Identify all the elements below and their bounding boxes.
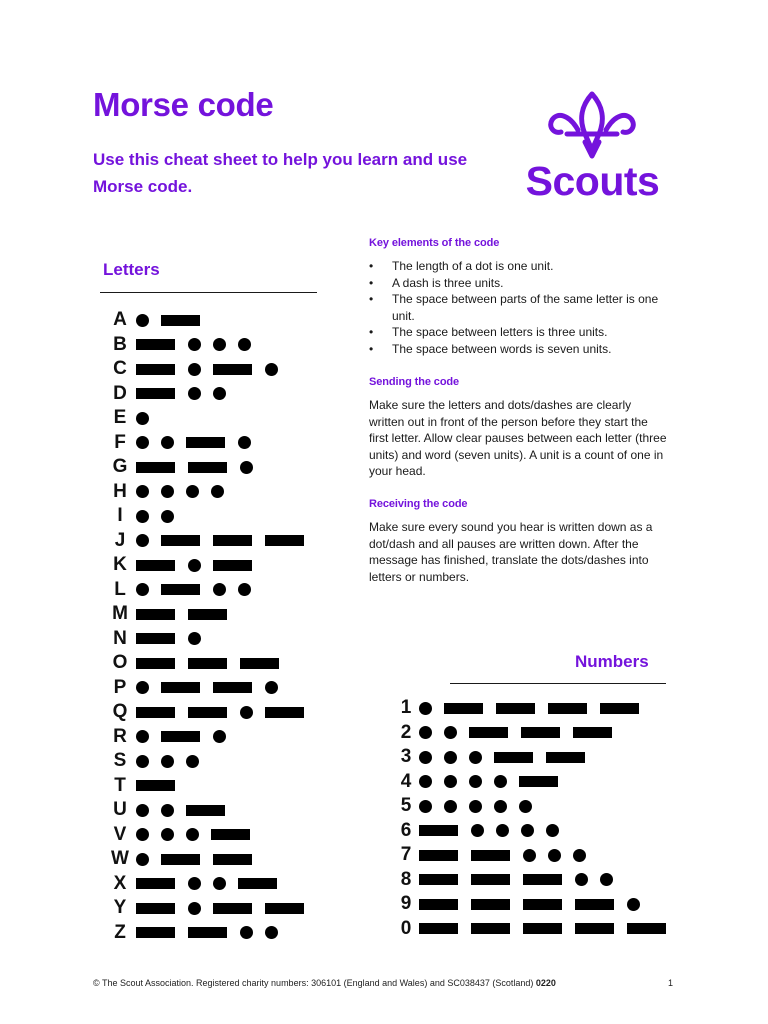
- letter-char: R: [113, 725, 127, 747]
- numbers-list: [393, 696, 679, 941]
- letter-char: V: [113, 823, 127, 845]
- morse-dot: [188, 338, 201, 351]
- page-title: Morse code: [93, 86, 274, 123]
- letter-char: T: [114, 774, 126, 796]
- letter-char: J: [114, 529, 126, 551]
- morse-dot: [444, 775, 457, 788]
- morse-dot: [136, 510, 149, 523]
- morse-dash: [136, 927, 175, 938]
- morse-dash: [496, 703, 535, 714]
- morse-dash: [444, 703, 483, 714]
- morse-dot: [238, 583, 251, 596]
- morse-dash: [213, 854, 252, 865]
- letter-row-d: [104, 382, 317, 407]
- morse-dot: [600, 873, 613, 886]
- morse-dot: [186, 828, 199, 841]
- morse-sequence: [136, 780, 188, 791]
- morse-dash: [627, 923, 666, 934]
- morse-sequence: [136, 755, 211, 768]
- morse-dot: [161, 804, 174, 817]
- morse-dash: [161, 535, 200, 546]
- number-char: 7: [400, 844, 412, 866]
- morse-dash: [419, 899, 458, 910]
- morse-dot: [573, 849, 586, 862]
- morse-dot: [546, 824, 559, 837]
- morse-dash: [265, 903, 304, 914]
- morse-dash: [161, 854, 200, 865]
- morse-dash: [213, 682, 252, 693]
- morse-dash: [521, 727, 560, 738]
- morse-dot: [136, 412, 149, 425]
- key-element-item: • The length of a dot is one unit.: [369, 258, 669, 275]
- morse-dot: [548, 849, 561, 862]
- letter-char: G: [112, 456, 128, 478]
- morse-sequence: [136, 730, 238, 743]
- morse-dot: [136, 314, 149, 327]
- letter-char: H: [113, 480, 127, 502]
- number-char: 5: [400, 795, 412, 817]
- morse-dash: [136, 658, 175, 669]
- morse-dash: [136, 609, 175, 620]
- morse-dot: [161, 510, 174, 523]
- morse-dot: [627, 898, 640, 911]
- number-char: 9: [400, 893, 412, 915]
- morse-dot: [136, 681, 149, 694]
- number-char: 4: [400, 770, 412, 792]
- morse-dot: [523, 849, 536, 862]
- morse-dot: [213, 877, 226, 890]
- morse-dash: [186, 805, 225, 816]
- number-char: 2: [400, 721, 412, 743]
- morse-dot: [238, 436, 251, 449]
- footer-code: 0220: [535, 978, 556, 988]
- morse-sequence: [419, 898, 652, 911]
- morse-sequence: [136, 412, 161, 425]
- morse-dash: [546, 752, 585, 763]
- morse-dot: [188, 902, 201, 915]
- morse-dash: [471, 923, 510, 934]
- number-row-2: [393, 721, 679, 746]
- morse-dot: [265, 926, 278, 939]
- letter-row-z: [104, 921, 317, 946]
- morse-dash: [213, 535, 252, 546]
- morse-dot: [211, 485, 224, 498]
- number-row-4: [393, 770, 679, 795]
- morse-sequence: [136, 853, 265, 866]
- morse-dot: [444, 751, 457, 764]
- morse-dash: [600, 703, 639, 714]
- key-elements-list: [369, 258, 669, 358]
- morse-dash: [186, 437, 225, 448]
- morse-dash: [494, 752, 533, 763]
- morse-dash: [136, 878, 175, 889]
- morse-sequence: [136, 926, 290, 939]
- morse-sequence: [136, 828, 263, 841]
- morse-dash: [523, 899, 562, 910]
- letter-char: F: [114, 431, 126, 453]
- number-char: 1: [400, 697, 412, 719]
- morse-dot: [188, 559, 201, 572]
- morse-dot: [161, 755, 174, 768]
- morse-dash: [240, 658, 279, 669]
- letter-row-x: [104, 872, 317, 897]
- footer-copyright: © The Scout Association. Registered charity numbers: 306101 (England and Wales) and SC038437 (Scotland): [93, 978, 534, 988]
- morse-dash: [161, 682, 200, 693]
- key-elements-heading: Key elements of the code: [369, 237, 500, 249]
- morse-dot: [213, 583, 226, 596]
- letter-char: I: [117, 505, 123, 527]
- letter-char: Z: [114, 921, 126, 943]
- morse-dash: [136, 707, 175, 718]
- morse-dot: [265, 681, 278, 694]
- fleur-de-lis-icon: [505, 90, 680, 162]
- letter-row-w: [104, 847, 317, 872]
- letter-row-y: [104, 896, 317, 921]
- morse-dash: [213, 560, 252, 571]
- morse-dot: [471, 824, 484, 837]
- morse-dash: [573, 727, 612, 738]
- morse-dash: [188, 658, 227, 669]
- morse-dot: [136, 755, 149, 768]
- morse-dot: [136, 436, 149, 449]
- number-row-5: [393, 794, 679, 819]
- morse-dot: [136, 828, 149, 841]
- morse-dot: [136, 583, 149, 596]
- letter-row-o: [104, 651, 317, 676]
- morse-dash: [265, 707, 304, 718]
- letter-row-s: [104, 749, 317, 774]
- morse-dot: [161, 828, 174, 841]
- morse-dot: [494, 775, 507, 788]
- morse-sequence: [136, 461, 265, 474]
- morse-dot: [419, 775, 432, 788]
- morse-sequence: [419, 923, 679, 934]
- morse-dash: [523, 874, 562, 885]
- number-row-8: [393, 868, 679, 893]
- morse-sequence: [136, 583, 263, 596]
- morse-dot: [496, 824, 509, 837]
- scouts-logo: [505, 90, 680, 210]
- morse-dot: [188, 877, 201, 890]
- letter-row-i: [104, 504, 317, 529]
- morse-dot: [469, 751, 482, 764]
- morse-dash: [188, 707, 227, 718]
- morse-dot: [136, 730, 149, 743]
- morse-sequence: [136, 658, 292, 669]
- number-row-1: [393, 696, 679, 721]
- letter-row-n: [104, 627, 317, 652]
- letter-row-g: [104, 455, 317, 480]
- morse-sequence: [136, 609, 240, 620]
- morse-dash: [136, 903, 175, 914]
- morse-dash: [238, 878, 277, 889]
- morse-dot: [136, 804, 149, 817]
- key-element-item: • The space between letters is three units.: [369, 324, 669, 341]
- morse-dash: [188, 927, 227, 938]
- letter-row-t: [104, 774, 317, 799]
- morse-dot: [188, 387, 201, 400]
- letter-row-l: [104, 578, 317, 603]
- morse-dot: [469, 775, 482, 788]
- number-row-9: [393, 892, 679, 917]
- morse-dot: [265, 363, 278, 376]
- letter-row-m: [104, 602, 317, 627]
- morse-dot: [213, 387, 226, 400]
- morse-dot: [419, 726, 432, 739]
- morse-dash: [136, 633, 175, 644]
- numbers-heading: Numbers: [575, 652, 649, 671]
- letter-char: A: [113, 309, 127, 331]
- morse-sequence: [136, 632, 213, 645]
- morse-sequence: [419, 775, 571, 788]
- numbers-divider: [450, 683, 666, 684]
- morse-sequence: [419, 824, 571, 837]
- morse-dot: [494, 800, 507, 813]
- morse-dot: [136, 534, 149, 547]
- morse-sequence: [136, 706, 317, 719]
- morse-sequence: [136, 387, 238, 400]
- letter-char: N: [113, 627, 127, 649]
- morse-dot: [240, 461, 253, 474]
- number-char: 0: [400, 917, 412, 939]
- morse-dot: [521, 824, 534, 837]
- morse-sequence: [136, 338, 263, 351]
- morse-dash: [136, 462, 175, 473]
- morse-dash: [161, 584, 200, 595]
- morse-dot: [519, 800, 532, 813]
- number-char: 3: [400, 746, 412, 768]
- letters-heading: Letters: [103, 260, 160, 279]
- footer-text: [93, 978, 556, 988]
- morse-dot: [136, 485, 149, 498]
- letter-row-a: [104, 308, 317, 333]
- morse-dash: [136, 560, 175, 571]
- morse-dash: [469, 727, 508, 738]
- letter-char: X: [113, 872, 127, 894]
- morse-sequence: [419, 873, 625, 886]
- morse-dash: [265, 535, 304, 546]
- letters-divider: [100, 292, 317, 293]
- morse-dot: [136, 853, 149, 866]
- morse-dot: [213, 338, 226, 351]
- morse-sequence: [419, 726, 625, 739]
- morse-dot: [444, 726, 457, 739]
- letter-row-b: [104, 333, 317, 358]
- morse-sequence: [136, 534, 317, 547]
- page-subtitle: Use this cheat sheet to help you learn and use Morse code.: [93, 150, 468, 196]
- morse-dash: [523, 923, 562, 934]
- morse-dash: [419, 825, 458, 836]
- morse-sequence: [136, 363, 290, 376]
- letter-row-f: [104, 431, 317, 456]
- morse-dot: [188, 632, 201, 645]
- number-row-7: [393, 843, 679, 868]
- morse-dash: [161, 315, 200, 326]
- letter-row-h: [104, 480, 317, 505]
- letter-char: C: [113, 358, 127, 380]
- morse-dash: [575, 923, 614, 934]
- letter-char: D: [113, 382, 127, 404]
- morse-dot: [575, 873, 588, 886]
- morse-dash: [575, 899, 614, 910]
- letter-row-e: [104, 406, 317, 431]
- sending-text: Make sure the letters and dots/dashes are clearly written out in front of the person before they start the first letter. Allow clear pauses between each letter (three units) and word (seven units). A unit is a count of one in your head.: [369, 398, 667, 479]
- page-number: 1: [668, 978, 674, 988]
- morse-sequence: [419, 702, 652, 715]
- letter-row-u: [104, 798, 317, 823]
- morse-dot: [419, 800, 432, 813]
- morse-dot: [419, 751, 432, 764]
- letter-row-q: [104, 700, 317, 725]
- letter-char: U: [113, 799, 127, 821]
- morse-sequence: [136, 485, 236, 498]
- letter-char: L: [114, 578, 126, 600]
- letter-row-c: [104, 357, 317, 382]
- morse-sequence: [136, 314, 213, 327]
- morse-dot: [186, 485, 199, 498]
- morse-sequence: [419, 751, 598, 764]
- number-char: 6: [400, 819, 412, 841]
- letter-row-v: [104, 823, 317, 848]
- letter-char: W: [111, 848, 129, 870]
- morse-dot: [419, 702, 432, 715]
- morse-dash: [519, 776, 558, 787]
- morse-sequence: [136, 804, 238, 817]
- morse-dash: [471, 874, 510, 885]
- morse-dot: [240, 706, 253, 719]
- letter-char: K: [113, 554, 127, 576]
- morse-dot: [213, 730, 226, 743]
- morse-dot: [161, 485, 174, 498]
- key-element-item: • The space between parts of the same letter is one unit.: [369, 291, 669, 324]
- receiving-heading: Receiving the code: [369, 498, 468, 510]
- morse-sequence: [136, 559, 265, 572]
- letter-row-k: [104, 553, 317, 578]
- morse-dash: [136, 780, 175, 791]
- sending-heading: Sending the code: [369, 376, 460, 388]
- number-row-0: [393, 917, 679, 942]
- letter-char: P: [113, 676, 127, 698]
- morse-dash: [548, 703, 587, 714]
- scouts-wordmark: Scouts: [525, 158, 660, 204]
- morse-dot: [188, 363, 201, 376]
- morse-dash: [136, 364, 175, 375]
- morse-dot: [238, 338, 251, 351]
- letter-char: S: [113, 750, 127, 772]
- morse-dash: [471, 850, 510, 861]
- morse-dot: [240, 926, 253, 939]
- receiving-text: Make sure every sound you hear is written down as a dot/dash and all pauses are written down. After the message has finished, translate the dots/dashes into letters or numbers.: [369, 520, 653, 584]
- letters-list: [104, 308, 317, 945]
- morse-dot: [469, 800, 482, 813]
- morse-dash: [213, 364, 252, 375]
- morse-sequence: [136, 510, 186, 523]
- morse-dash: [419, 874, 458, 885]
- morse-sequence: [136, 877, 290, 890]
- morse-dash: [213, 903, 252, 914]
- morse-dot: [161, 436, 174, 449]
- number-row-6: [393, 819, 679, 844]
- letter-char: Q: [112, 701, 128, 723]
- morse-sequence: [136, 681, 290, 694]
- letter-char: M: [112, 603, 128, 625]
- morse-dash: [211, 829, 250, 840]
- morse-sequence: [136, 902, 317, 915]
- letter-row-j: [104, 529, 317, 554]
- number-row-3: [393, 745, 679, 770]
- key-element-item: • A dash is three units.: [369, 275, 669, 292]
- letter-char: Y: [113, 897, 127, 919]
- morse-dash: [136, 388, 175, 399]
- morse-dash: [161, 731, 200, 742]
- morse-sequence: [419, 849, 598, 862]
- morse-sequence: [136, 436, 263, 449]
- morse-dash: [136, 339, 175, 350]
- morse-dash: [471, 899, 510, 910]
- morse-dash: [188, 609, 227, 620]
- morse-dash: [419, 923, 458, 934]
- number-char: 8: [400, 868, 412, 890]
- morse-dash: [188, 462, 227, 473]
- letter-char: E: [113, 407, 127, 429]
- morse-sequence: [419, 800, 544, 813]
- morse-dot: [444, 800, 457, 813]
- key-element-item: • The space between words is seven units.: [369, 341, 669, 358]
- letter-char: B: [113, 333, 127, 355]
- letter-row-p: [104, 676, 317, 701]
- letter-row-r: [104, 725, 317, 750]
- morse-dash: [419, 850, 458, 861]
- morse-dot: [186, 755, 199, 768]
- letter-char: O: [112, 652, 128, 674]
